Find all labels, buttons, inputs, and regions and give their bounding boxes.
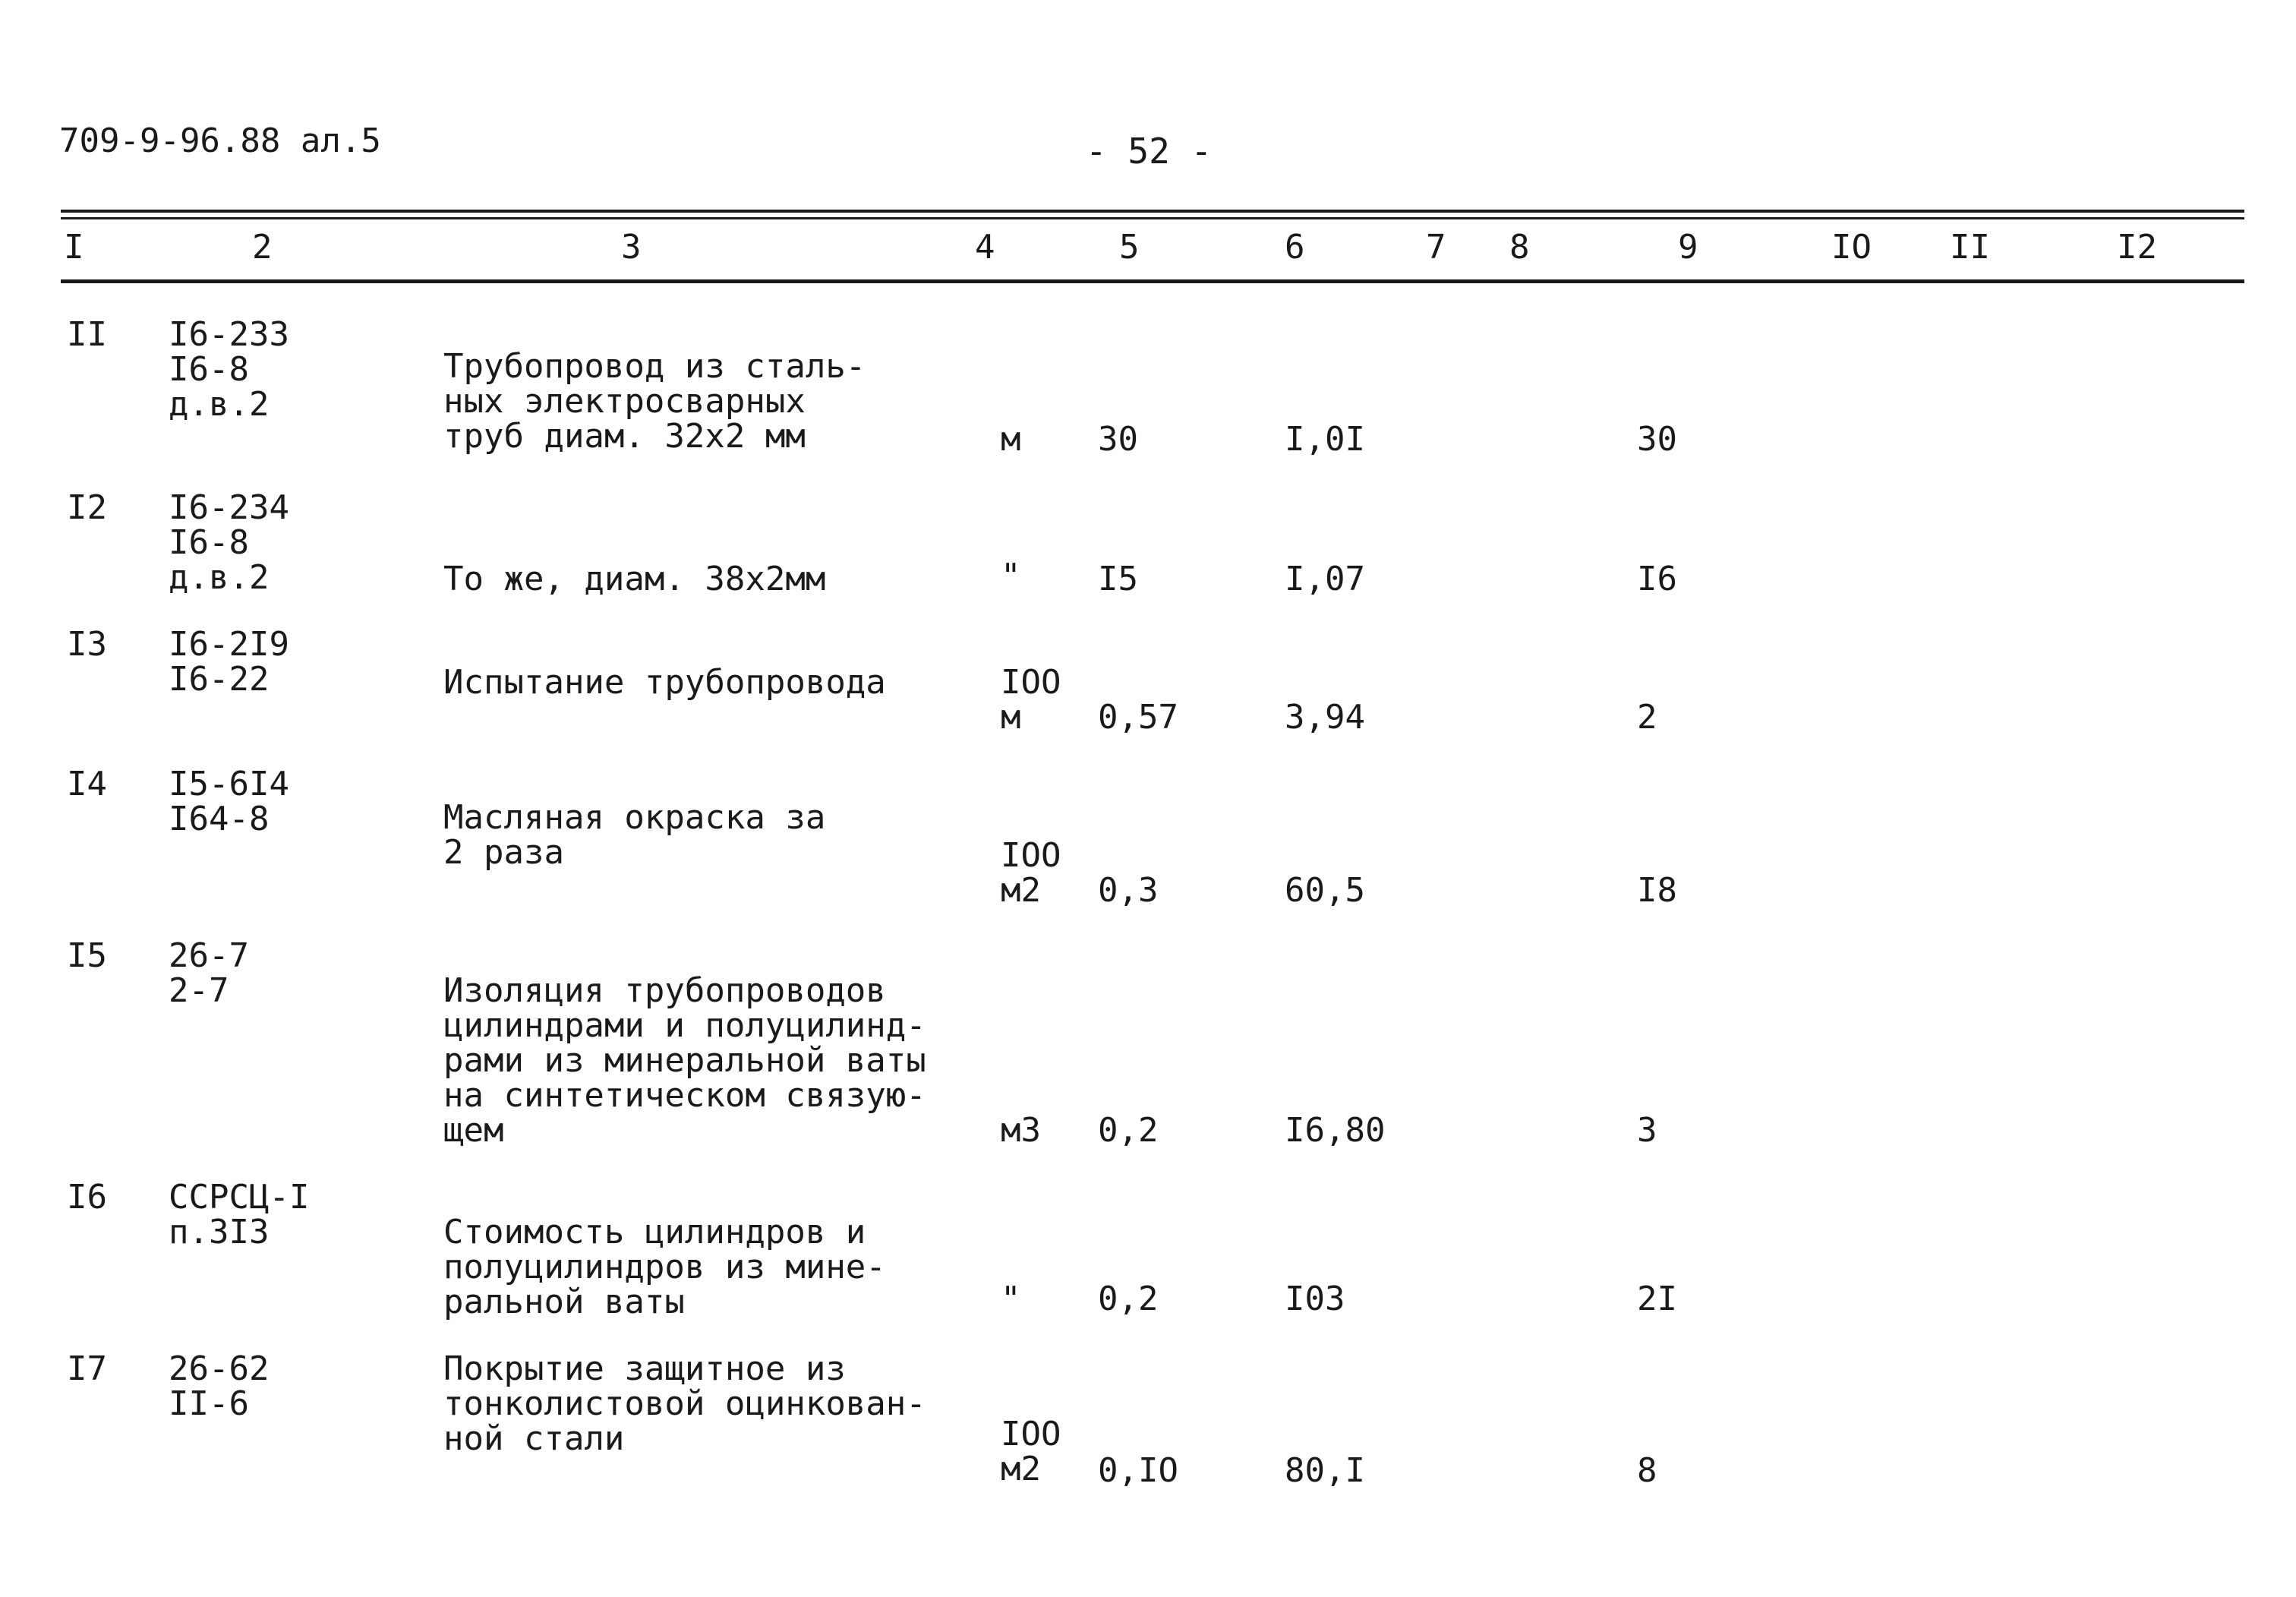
row-number: II xyxy=(67,315,107,354)
row-number: I7 xyxy=(67,1349,107,1388)
row-number: I6 xyxy=(67,1178,107,1217)
unit-price: 80,I xyxy=(1285,1451,1365,1490)
unit: IOO м2 xyxy=(1001,1415,1061,1488)
column-header: I2 xyxy=(2117,228,2157,267)
document-code: 709-9-96.88 ал.5 xyxy=(59,122,381,160)
column-header: 8 xyxy=(1509,228,1530,267)
total: I8 xyxy=(1637,871,1677,910)
column-header: 4 xyxy=(975,228,995,267)
column-header: II xyxy=(1950,228,1990,267)
work-description: Покрытие защитное из тонколистовой оцинкован- ной стали xyxy=(443,1349,926,1458)
total: 3 xyxy=(1637,1111,1657,1150)
norm-code: 26-62 II-6 xyxy=(169,1349,270,1423)
column-header: 6 xyxy=(1285,228,1305,267)
column-header: IO xyxy=(1831,228,1872,267)
header-divider-rule xyxy=(61,279,2244,283)
norm-code: I6-233 I6-8 д.в.2 xyxy=(169,315,289,424)
norm-code: I6-2I9 I6-22 xyxy=(169,625,289,699)
column-header: 9 xyxy=(1678,228,1698,267)
column-header: I xyxy=(64,228,84,267)
unit: IOO м2 xyxy=(1001,836,1061,910)
total: 30 xyxy=(1637,420,1677,459)
column-header: 7 xyxy=(1426,228,1446,267)
unit: IOO м xyxy=(1001,663,1061,737)
unit-price: I03 xyxy=(1285,1280,1345,1318)
row-number: I3 xyxy=(67,625,107,664)
quantity: 0,57 xyxy=(1098,698,1178,737)
unit: м xyxy=(1001,420,1021,459)
table-top-rule xyxy=(61,210,2244,213)
unit-price: 60,5 xyxy=(1285,871,1365,910)
unit-price: 3,94 xyxy=(1285,698,1365,737)
norm-code: I6-234 I6-8 д.в.2 xyxy=(169,488,289,597)
norm-code: I5-6I4 I64-8 xyxy=(169,765,289,838)
work-description: Трубопровод из сталь- ных электросварных труб диам. 32х2 мм xyxy=(443,347,866,456)
total: 8 xyxy=(1637,1451,1657,1490)
unit-price: I,07 xyxy=(1285,560,1365,598)
quantity: I5 xyxy=(1098,560,1138,598)
work-description: Масляная окраска за 2 раза xyxy=(443,798,826,872)
column-header: 5 xyxy=(1119,228,1140,267)
page-number: - 52 - xyxy=(1086,131,1213,172)
total: 2I xyxy=(1637,1280,1677,1318)
table-top-rule-inner xyxy=(61,217,2244,219)
unit-price: I,0I xyxy=(1285,420,1365,459)
total: 2 xyxy=(1637,698,1657,737)
work-description: То же, диам. 38х2мм xyxy=(443,560,826,598)
norm-code: 26-7 2-7 xyxy=(169,936,249,1010)
quantity: 30 xyxy=(1098,420,1138,459)
quantity: 0,2 xyxy=(1098,1111,1159,1150)
column-header: 3 xyxy=(621,228,642,267)
unit: " xyxy=(1001,1280,1021,1318)
work-description: Изоляция трубопроводов цилиндрами и полуцилинд- рами из минеральной ваты на синтетическом связую- щем xyxy=(443,971,926,1150)
row-number: I5 xyxy=(67,936,107,975)
row-number: I4 xyxy=(67,765,107,803)
row-number: I2 xyxy=(67,488,107,527)
work-description: Стоимость цилиндров и полуцилиндров из мине- ральной ваты xyxy=(443,1213,886,1321)
work-description: Испытание трубопровода xyxy=(443,663,886,702)
unit: м3 xyxy=(1001,1111,1041,1150)
unit: " xyxy=(1001,557,1021,595)
total: I6 xyxy=(1637,560,1677,598)
quantity: 0,2 xyxy=(1098,1280,1159,1318)
quantity: 0,IO xyxy=(1098,1451,1178,1490)
quantity: 0,3 xyxy=(1098,871,1159,910)
norm-code: ССРСЦ-I п.3I3 xyxy=(169,1178,310,1251)
unit-price: I6,80 xyxy=(1285,1111,1386,1150)
column-header: 2 xyxy=(252,228,273,267)
